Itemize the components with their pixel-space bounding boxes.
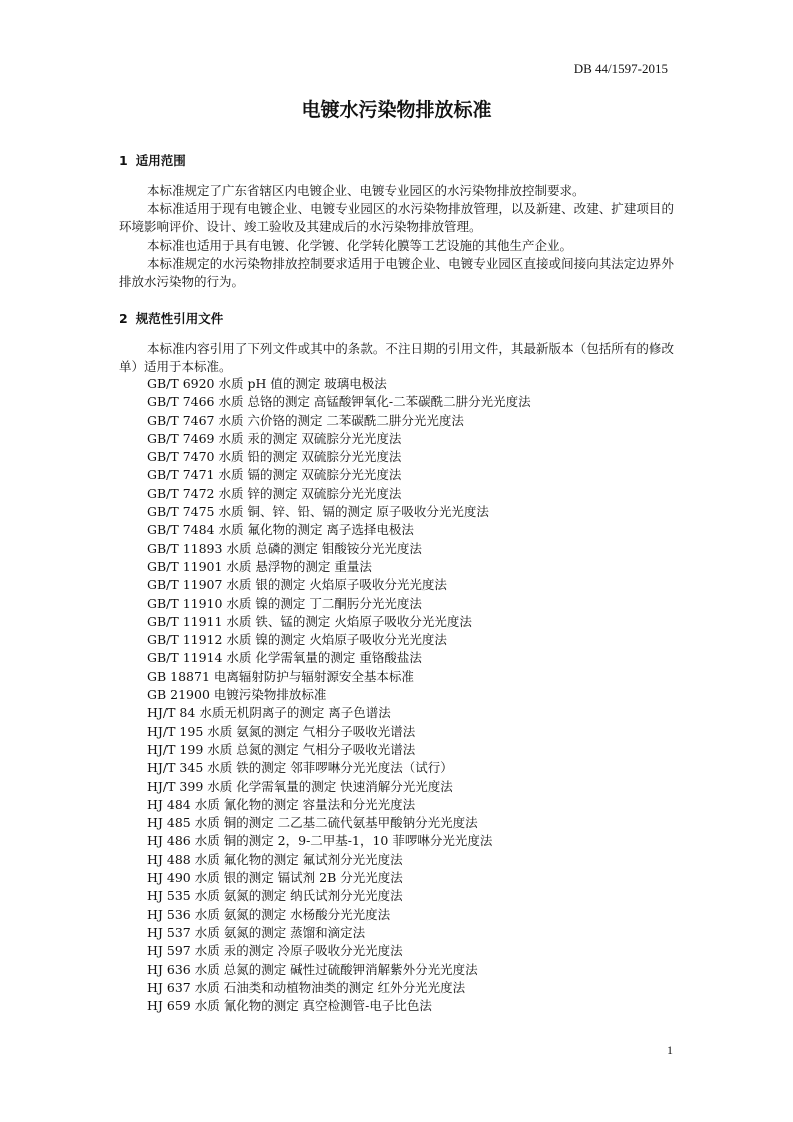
paragraph: 本标准内容引用了下列文件或其中的条款。不注日期的引用文件，其最新版本（包括所有的修改单）适用于本标准。 <box>119 341 674 375</box>
document-code: DB 44/1597-2015 <box>573 61 668 76</box>
reference-item: HJ 537 水质 氨氮的测定 蒸馏和滴定法 <box>147 924 366 940</box>
reference-item: HJ/T 195 水质 氨氮的测定 气相分子吸收光谱法 <box>147 723 416 739</box>
reference-item: GB/T 11907 水质 银的测定 火焰原子吸收分光光度法 <box>147 577 447 593</box>
reference-item: HJ 637 水质 石油类和动植物油类的测定 红外分光光度法 <box>147 979 466 995</box>
reference-item: HJ 486 水质 铜的测定 2，9-二甲基-1，10 菲啰啉分光光度法 <box>147 833 493 849</box>
reference-item: GB/T 7470 水质 铅的测定 双硫腙分光光度法 <box>147 449 402 465</box>
paragraph: 本标准规定的水污染物排放控制要求适用于电镀企业、电镀专业园区直接或间接向其法定边界外排放水污染物的行为。 <box>119 256 674 290</box>
reference-item: GB/T 11914 水质 化学需氧量的测定 重铬酸盐法 <box>147 650 422 666</box>
section-title: 适用范围 <box>135 153 186 168</box>
reference-item: HJ 490 水质 银的测定 镉试剂 2B 分光光度法 <box>147 870 403 886</box>
reference-item: GB/T 11910 水质 镍的测定 丁二酮肟分光光度法 <box>147 595 422 611</box>
reference-item: HJ 636 水质 总氮的测定 碱性过硫酸钾消解紫外分光光度法 <box>147 961 478 977</box>
reference-item: HJ/T 345 水质 铁的测定 邻菲啰啉分光光度法（试行） <box>147 760 453 776</box>
reference-item: GB/T 7469 水质 汞的测定 双硫腙分光光度法 <box>147 430 402 446</box>
reference-item: HJ 659 水质 氰化物的测定 真空检测管-电子比色法 <box>147 998 432 1014</box>
reference-item: GB/T 11901 水质 悬浮物的测定 重量法 <box>147 558 372 574</box>
reference-item: HJ 484 水质 氰化物的测定 容量法和分光光度法 <box>147 796 416 812</box>
reference-item: HJ/T 399 水质 化学需氧量的测定 快速消解分光光度法 <box>147 778 453 794</box>
reference-item: GB 18871 电离辐射防护与辐射源安全基本标准 <box>147 668 414 684</box>
reference-list <box>147 375 531 1015</box>
reference-item: HJ/T 199 水质 总氮的测定 气相分子吸收光谱法 <box>147 741 416 757</box>
document-title: 电镀水污染物排放标准 <box>301 99 492 121</box>
reference-item: GB/T 11911 水质 铁、锰的测定 火焰原子吸收分光光度法 <box>147 613 472 629</box>
section-number: 1 <box>119 153 128 168</box>
reference-item: GB/T 11893 水质 总磷的测定 钼酸铵分光光度法 <box>147 540 422 556</box>
reference-item: GB/T 7484 水质 氟化物的测定 离子选择电极法 <box>147 522 414 538</box>
reference-item: GB/T 6920 水质 pH 值的测定 玻璃电极法 <box>147 376 387 391</box>
reference-item: GB/T 7472 水质 锌的测定 双硫腙分光光度法 <box>147 485 402 501</box>
page-number: 1 <box>667 1043 673 1057</box>
reference-item: HJ 536 水质 氨氮的测定 水杨酸分光光度法 <box>147 906 391 922</box>
reference-item: GB/T 7475 水质 铜、锌、铅、镉的测定 原子吸收分光光度法 <box>147 504 489 520</box>
reference-item: GB/T 7467 水质 六价铬的测定 二苯碳酰二肼分光光度法 <box>147 412 464 428</box>
reference-item: HJ 597 水质 汞的测定 冷原子吸收分光光度法 <box>147 943 403 959</box>
reference-item: GB/T 11912 水质 镍的测定 火焰原子吸收分光光度法 <box>147 632 447 648</box>
reference-item: GB/T 7471 水质 镉的测定 双硫腙分光光度法 <box>147 467 402 483</box>
reference-item: HJ/T 84 水质无机阴离子的测定 离子色谱法 <box>147 705 391 721</box>
reference-item: GB/T 7466 水质 总铬的测定 高锰酸钾氧化-二苯碳酰二肼分光光度法 <box>147 394 531 410</box>
section-heading <box>119 151 186 169</box>
section-title: 规范性引用文件 <box>135 311 224 326</box>
section-heading <box>119 309 223 327</box>
section-number: 2 <box>119 311 128 326</box>
reference-item: HJ 485 水质 铜的测定 二乙基二硫代氨基甲酸钠分光光度法 <box>147 815 478 831</box>
paragraph: 本标准适用于现有电镀企业、电镀专业园区的水污染物排放管理，以及新建、改建、扩建项目的环境影响评价、设计、竣工验收及其建成后的水污染物排放管理。 <box>119 201 674 235</box>
paragraph: 本标准规定了广东省辖区内电镀企业、电镀专业园区的水污染物排放控制要求。 <box>147 183 585 198</box>
paragraph: 本标准也适用于具有电镀、化学镀、化学转化膜等工艺设施的其他生产企业。 <box>147 238 573 253</box>
reference-item: GB 21900 电镀污染物排放标准 <box>147 687 327 703</box>
reference-item: HJ 535 水质 氨氮的测定 纳氏试剂分光光度法 <box>147 888 403 904</box>
reference-item: HJ 488 水质 氟化物的测定 氟试剂分光光度法 <box>147 851 403 867</box>
